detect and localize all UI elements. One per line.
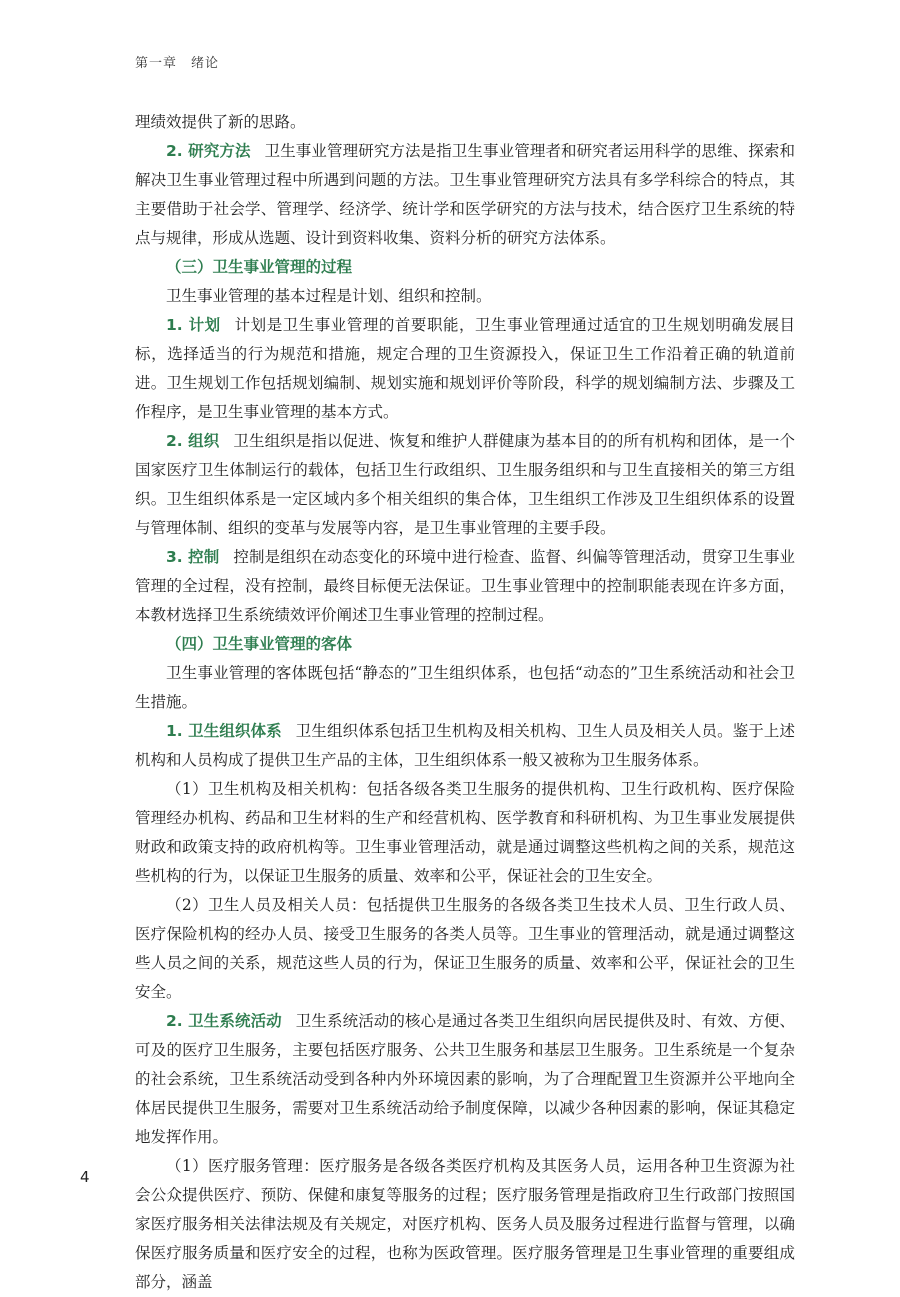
paragraph-lead: 3. 控制 (166, 548, 220, 566)
section-heading: （三）卫生事业管理的过程 (166, 258, 353, 276)
paragraph-lead: 1. 计划 (166, 316, 221, 334)
paragraph: （1）卫生机构及相关机构：包括各级各类卫生服务的提供机构、卫生行政机构、医疗保险管理经办机构、药品和卫生材料的生产和经营机构、医学教育和科研机构、为卫生事业发展提供财政和政策支持的政府机构等。卫生事业管理活动，就是通过调整这些机构之间的关系，规范这些机构的行为，以保证卫生服务的质量、效率和公平，保证社会的卫生安全。 (135, 780, 795, 885)
paragraph (135, 311, 795, 427)
section-heading: （四）卫生事业管理的客体 (166, 635, 353, 653)
chapter-label: 第一章 (135, 56, 178, 71)
page-body (135, 108, 795, 1297)
paragraph: 卫生事业管理的基本过程是计划、组织和控制。 (166, 287, 492, 305)
chapter-title: 绪论 (191, 56, 220, 71)
paragraph-text: 卫生组织是指以促进、恢复和维护人群健康为基本目的的所有机构和团体，是一个国家医疗卫生体制运行的载体，包括卫生行政组织、卫生服务组织和与卫生直接相关的第三方组织。卫生组织体系是一定区域内多个相关组织的集合体，卫生组织工作涉及卫生组织体系的设置与管理体制、组织的变革与发展等内容，是卫生事业管理的主要手段。 (135, 432, 795, 537)
paragraph-text: 控制是组织在动态变化的环境中进行检查、监督、纠偏等管理活动，贯穿卫生事业管理的全过程，没有控制，最终目标便无法保证。卫生事业管理中的控制职能表现在许多方面，本教材选择卫生系统绩效评价阐述卫生事业管理的控制过程。 (135, 548, 795, 624)
paragraph (135, 427, 795, 543)
paragraph: （2）卫生人员及相关人员：包括提供卫生服务的各级各类卫生技术人员、卫生行政人员、医疗保险机构的经办人员、接受卫生服务的各类人员等。卫生事业的管理活动，就是通过调整这些人员之间的关系，规范这些人员的行为，保证卫生服务的质量、效率和公平，保证社会的卫生安全。 (135, 896, 795, 1001)
paragraph (135, 543, 795, 630)
paragraph (135, 1007, 795, 1152)
paragraph-lead: 2. 研究方法 (166, 142, 251, 160)
paragraph: （1）医疗服务管理：医疗服务是各级各类医疗机构及其医务人员，运用各种卫生资源为社会公众提供医疗、预防、保健和康复等服务的过程；医疗服务管理是指政府卫生行政部门按照国家医疗服务相关法律法规及有关规定，对医疗机构、医务人员及服务过程进行监督与管理，以确保医疗服务质量和医疗安全的过程，也称为医政管理。医疗服务管理是卫生事业管理的重要组成部分，涵盖 (135, 1157, 795, 1291)
paragraph (135, 137, 795, 253)
running-header (135, 52, 219, 71)
page-number: 4 (80, 1168, 90, 1186)
paragraph-lead: 2. 卫生系统活动 (166, 1012, 282, 1030)
paragraph-text: 卫生组织体系包括卫生机构及相关机构、卫生人员及相关人员。鉴于上述机构和人员构成了提供卫生产品的主体，卫生组织体系一般又被称为卫生服务体系。 (135, 722, 795, 769)
paragraph: 卫生事业管理的客体既包括“静态的”卫生组织体系，也包括“动态的”卫生系统活动和社会卫生措施。 (135, 664, 795, 711)
paragraph-text: 卫生系统活动的核心是通过各类卫生组织向居民提供及时、有效、方便、可及的医疗卫生服务，主要包括医疗服务、公共卫生服务和基层卫生服务。卫生系统是一个复杂的社会系统，卫生系统活动受到各种内外环境因素的影响，为了合理配置卫生资源并公平地向全体居民提供卫生服务，需要对卫生系统活动给予制度保障，以减少各种因素的影响，保证其稳定地发挥作用。 (135, 1012, 795, 1146)
paragraph (135, 717, 795, 775)
paragraph-text: 卫生事业管理研究方法是指卫生事业管理者和研究者运用科学的思维、探索和解决卫生事业管理过程中所遇到问题的方法。卫生事业管理研究方法具有多学科综合的特点，其主要借助于社会学、管理学、经济学、统计学和医学研究的方法与技术，结合医疗卫生系统的特点与规律，形成从选题、设计到资料收集、资料分析的研究方法体系。 (135, 142, 795, 247)
paragraph-lead: 2. 组织 (166, 432, 220, 450)
paragraph-text: 计划是卫生事业管理的首要职能，卫生事业管理通过适宜的卫生规划明确发展目标，选择适当的行为规范和措施，规定合理的卫生资源投入，保证卫生工作沿着正确的轨道前进。卫生规划工作包括规划编制、规划实施和规划评价等阶段，科学的规划编制方法、步骤及工作程序，是卫生事业管理的基本方式。 (135, 316, 795, 421)
paragraph: 理绩效提供了新的思路。 (135, 113, 306, 131)
paragraph-lead: 1. 卫生组织体系 (166, 722, 282, 740)
